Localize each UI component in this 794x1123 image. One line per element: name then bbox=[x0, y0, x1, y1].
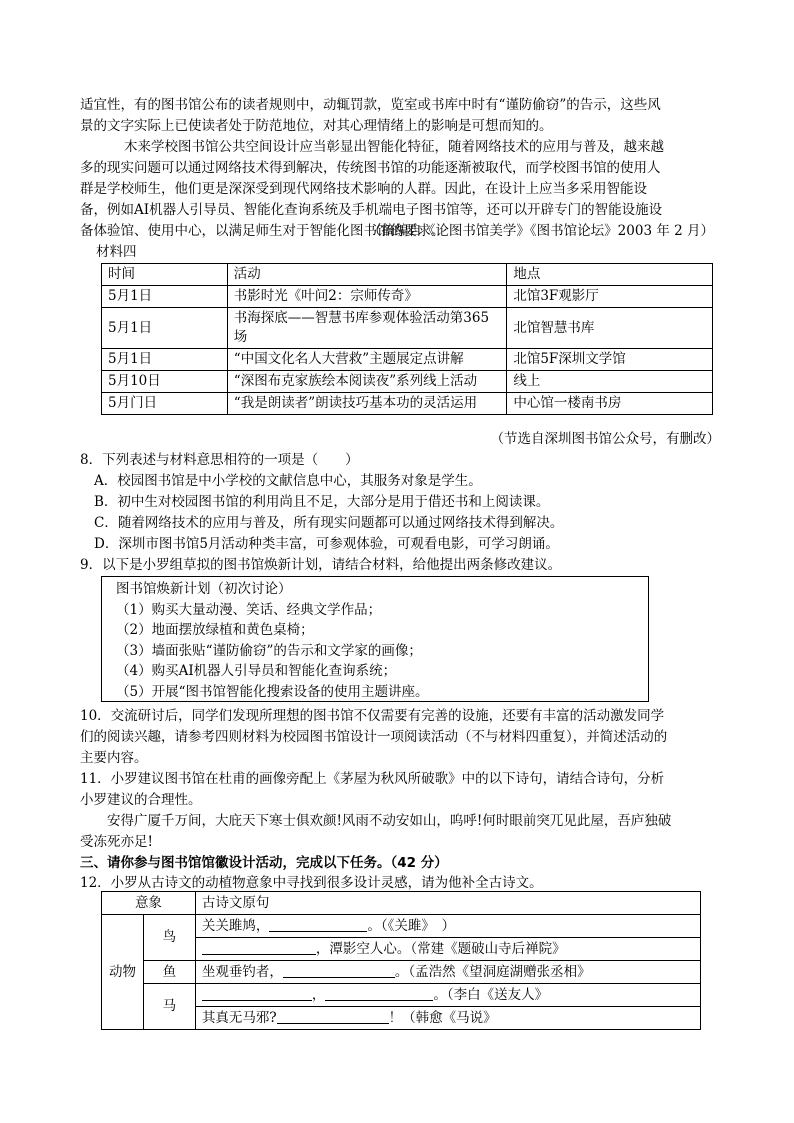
text-line: 小罗建议的合理性。 bbox=[80, 792, 202, 808]
option-d: D．深圳市图书馆5月活动种类丰富，可参观体验，可观看电影，可学习朗诵。 bbox=[94, 536, 559, 552]
poem-line: ，潭影空人心。（常建《题破山寺后禅院》 bbox=[195, 938, 700, 961]
plan-item: （2）地面摆放绿植和黄色桌椅； bbox=[116, 622, 314, 638]
header-time: 时间 bbox=[102, 264, 228, 286]
cell-activity: “深图布克家族绘本阅读夜”系列线上活动 bbox=[227, 371, 507, 393]
answer-blank[interactable] bbox=[269, 917, 367, 932]
renewal-plan-box bbox=[101, 576, 649, 702]
cell-place: 北馆5F深圳文学馆 bbox=[507, 349, 713, 371]
header-place: 地点 bbox=[507, 264, 713, 286]
cell-activity: 书海探底——智慧书库参观体验活动第365场 bbox=[227, 308, 507, 349]
cell-place: 线上 bbox=[507, 371, 713, 393]
material4-title: 材料四 bbox=[96, 244, 137, 260]
poem-line: 关关雎鸠， 。（《关雎》 ） bbox=[195, 915, 700, 938]
poetry-fill-table bbox=[101, 891, 701, 1030]
question-10 bbox=[80, 706, 720, 769]
text-line: 景的文字实际上已使读者处于防范地位，对其心理情绪上的影响是可想而知的。 bbox=[80, 118, 553, 134]
plan-item: （3）墙面张贴“谨防偷窃”的告示和文学家的画像； bbox=[116, 642, 422, 659]
text-line: 木来学校图书馆公共空间设计应当彰显出智能化特征，随着网络技术的应用与普及，越来越 bbox=[124, 139, 664, 155]
table-row bbox=[102, 984, 701, 1007]
text-line: 多的现实问题可以通过网络技术得到解决，传统图书馆的功能逐渐被取代，而学校图书馆的使用人 bbox=[80, 160, 661, 176]
answer-blank[interactable] bbox=[325, 986, 433, 1001]
cell-time: 5月10日 bbox=[102, 371, 228, 393]
cell-time: 5月1日 bbox=[102, 286, 228, 308]
text-line: 群是学校师生，他们更是深深受到现代网络技术影响的人群。因此，在设计上应当多采用智能设 bbox=[80, 181, 647, 197]
answer-blank[interactable] bbox=[277, 1009, 389, 1024]
cell-place: 北馆智慧书库 bbox=[507, 308, 713, 349]
text-line: 11．小罗建议图书馆在杜甫的画像旁配上《茅屋为秋风所破歌》中的以下诗句，请结合诗句，分析 bbox=[80, 771, 665, 787]
plan-title: 图书馆焕新计划（初次讨论） bbox=[116, 581, 292, 597]
answer-blank[interactable] bbox=[283, 963, 395, 978]
table-header-row bbox=[102, 264, 713, 286]
question-9-stem: 9．以下是小罗组草拟的图书馆焕新计划，请结合材料，给他提出两条修改建议。 bbox=[80, 557, 562, 573]
question-8 bbox=[80, 450, 720, 555]
answer-blank[interactable] bbox=[202, 940, 316, 955]
cell-time: 5月门日 bbox=[102, 393, 228, 415]
cell-place: 中心馆一楼南书房 bbox=[507, 393, 713, 415]
cell-activity: “我是朗读者”朗读技巧基本功的灵活运用 bbox=[227, 393, 507, 415]
header-image: 意象 bbox=[102, 892, 196, 915]
plan-item: （5）开展“图书馆智能化搜索设备的使用主题讲座。 bbox=[116, 683, 429, 700]
material4-source: （节选自深圳图书馆公众号，有删改） bbox=[490, 431, 720, 447]
cell-place: 北馆3F观影厅 bbox=[507, 286, 713, 308]
table-row bbox=[102, 308, 713, 349]
table-row bbox=[102, 915, 701, 938]
answer-blank[interactable] bbox=[202, 986, 312, 1001]
material4-table bbox=[101, 263, 713, 415]
cell-time: 5月1日 bbox=[102, 308, 228, 349]
text-line: 安得广厦千万间，大庇天下寒士俱欢颜!风雨不动安如山，呜呼!何时眼前突兀见此屋，吾庐独破 bbox=[107, 813, 672, 829]
option-c: C．随着网络技术的应用与普及，所有现实问题都可以通过网络技术得到解决。 bbox=[94, 515, 564, 531]
text-line: 备，例如AI机器人引导员、智能化查询系统及手机端电子图书馆等，还可以开辟专门的智能设施设 bbox=[80, 202, 663, 218]
table-row bbox=[102, 961, 701, 984]
question-stem: 8．下列表述与材料意思相符的一项是（ ） bbox=[80, 452, 359, 468]
question-11 bbox=[80, 769, 720, 811]
question-12-stem: 12．小罗从古诗文的动植物意象中寻找到很多设计灵感，请为他补全古诗文。 bbox=[80, 875, 543, 891]
poem-line: ， 。（李白《送友人》 bbox=[195, 984, 700, 1007]
table-row bbox=[102, 349, 713, 371]
text-line: 适宜性，有的图书馆公布的读者规则中，动辄罚款，览室或书库中时有“谨防偷窃”的告示，这些风 bbox=[80, 97, 661, 113]
poem-line: 其真无马邪? ！（韩愈《马说》 bbox=[195, 1007, 700, 1030]
cell-time: 5月1日 bbox=[102, 349, 228, 371]
table-row bbox=[102, 286, 713, 308]
section-3-heading: 三、请你参与图书馆馆徽设计活动，完成以下任务。（42 分） bbox=[80, 855, 448, 871]
poem-line: 坐观垂钓者， 。（孟浩然《望洞庭湖赠张丞相》 bbox=[195, 961, 700, 984]
cell-activity: “中国文化名人大营救”主题展定点讲解 bbox=[227, 349, 507, 371]
plan-item: （1）购买大量动漫、笑话、经典文学作品； bbox=[116, 601, 382, 618]
table-row bbox=[102, 393, 713, 415]
text-line: 10．交流研讨后，同学们发现所理想的图书馆不仅需要有完善的设施，还要有丰富的活动激发同学 bbox=[80, 708, 665, 724]
animal-fish: 鱼 bbox=[143, 961, 195, 984]
animal-horse: 马 bbox=[143, 984, 195, 1030]
material3-source: （摘编自《论图书馆美学》《图书馆论坛》2003 年 2 月） bbox=[367, 223, 714, 239]
poem-quote bbox=[80, 811, 720, 853]
option-a: A．校园图书馆是中小学校的文献信息中心，其服务对象是学生。 bbox=[94, 473, 482, 489]
table-row bbox=[102, 371, 713, 393]
header-activity: 活动 bbox=[227, 264, 507, 286]
option-b: B．初中生对校园图书馆的利用尚且不足，大部分是用于借还书和上阅读课。 bbox=[94, 494, 550, 510]
table-header-row bbox=[102, 892, 701, 915]
text-line: 备体验馆、使用中心，以满足师生对于智能化图书馆的要求。 bbox=[80, 223, 445, 239]
category-animal: 动物 bbox=[102, 915, 144, 1030]
text-line: 们的阅读兴趣，请参考四则材料为校园图书馆设计一项阅读活动（不与材料四重复），并简述活动的 bbox=[80, 729, 668, 745]
animal-bird: 鸟 bbox=[143, 915, 195, 961]
text-line: 主要内容。 bbox=[80, 750, 148, 766]
cell-activity: 书影时光《叶问2：宗师传奇》 bbox=[227, 286, 507, 308]
text-line: 受冻死亦足! bbox=[80, 834, 153, 850]
plan-item: （4）购买AI机器人引导员和智能化查询系统； bbox=[116, 663, 397, 679]
header-original: 古诗文原句 bbox=[195, 892, 700, 915]
